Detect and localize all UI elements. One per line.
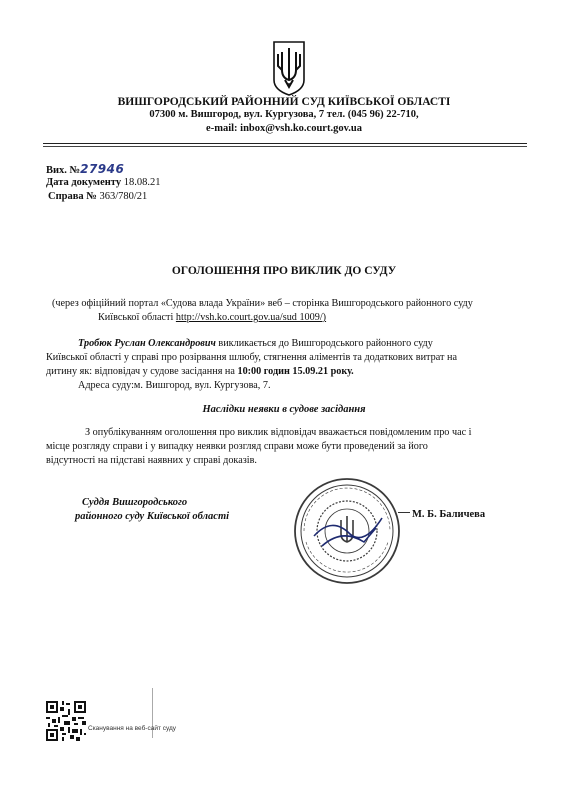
defendant-name: Тробюк Руслан Олександрович (78, 338, 216, 349)
consequences-heading: Наслідки неявки в судове засідання (202, 404, 366, 415)
summons-line-2: Київської області у справі про розірвання шлюбу, стягнення аліментів та додаткових витрат на (46, 352, 457, 363)
summons-line-1 (78, 337, 433, 352)
case-number-row (48, 191, 147, 202)
consequences-line-3: відсутності на підставі наявних у справі доказів. (46, 455, 257, 466)
document-date-label: Дата документу (46, 177, 122, 188)
document-date: 18.08.21 (123, 177, 161, 188)
consequences-line-2: місце розгляду справи і у випадку неявки розгляд справи може бути проведений за його (46, 441, 428, 452)
hearing-datetime: 10:00 годин 15.09.21 року. (237, 366, 354, 377)
judge-title-line-2: районного суду Київської області (75, 511, 230, 522)
intro-line-2 (98, 311, 326, 326)
outgoing-number-row (46, 162, 124, 176)
court-address-line: Адреса суду:м. Вишгород, вул. Кургузова, 7. (78, 380, 271, 391)
intro-line-1: (через офіційний портал «Судова влада України» веб – сторінка Вишгородського районного суду (52, 298, 473, 309)
judge-name: М. Б. Баличева (412, 509, 486, 520)
court-email: e-mail: inbox@vsh.ko.court.gov.ua (206, 123, 362, 134)
consequences-line-1: З опублікуванням оголошення про виклик відповідач вважається повідомленим про час і (85, 427, 472, 438)
header-divider-thin (43, 146, 527, 147)
signature-dash (398, 512, 410, 513)
document-date-row (46, 177, 160, 188)
court-seal-stamp-icon (292, 476, 402, 586)
qr-code-icon[interactable] (46, 701, 86, 741)
trident-emblem-icon (271, 40, 307, 96)
header-divider (43, 143, 527, 144)
intro-prefix: Київської області (98, 312, 176, 323)
court-portal-link[interactable]: http://vsh.ko.court.gov.ua/sud 1009/) (175, 312, 327, 323)
outgoing-label: Вих. № (46, 165, 81, 176)
case-label: Справа № (48, 191, 97, 202)
judge-title-line-1: Суддя Вишгородського (82, 497, 188, 508)
outgoing-number: 27946 (80, 162, 125, 176)
summons-line-3-prefix: дитину як: відповідач у судове засідання на (46, 366, 238, 377)
qr-code-label: Сканування на веб-сайт суду (88, 725, 177, 732)
summons-line-1-rest: викликається до Вишгородського районного суду (215, 338, 433, 349)
court-address: 07300 м. Вишгород, вул. Кургузова, 7 тел. (045 96) 22-710, (149, 109, 419, 120)
case-number: 363/780/21 (99, 191, 148, 202)
court-name: ВИШГОРОДСЬКИЙ РАЙОННИЙ СУД КИЇВСЬКОЇ ОБЛАСТІ (117, 96, 451, 108)
summons-line-3 (46, 365, 354, 380)
document-title: ОГОЛОШЕННЯ ПРО ВИКЛИК ДО СУДУ (171, 265, 397, 277)
